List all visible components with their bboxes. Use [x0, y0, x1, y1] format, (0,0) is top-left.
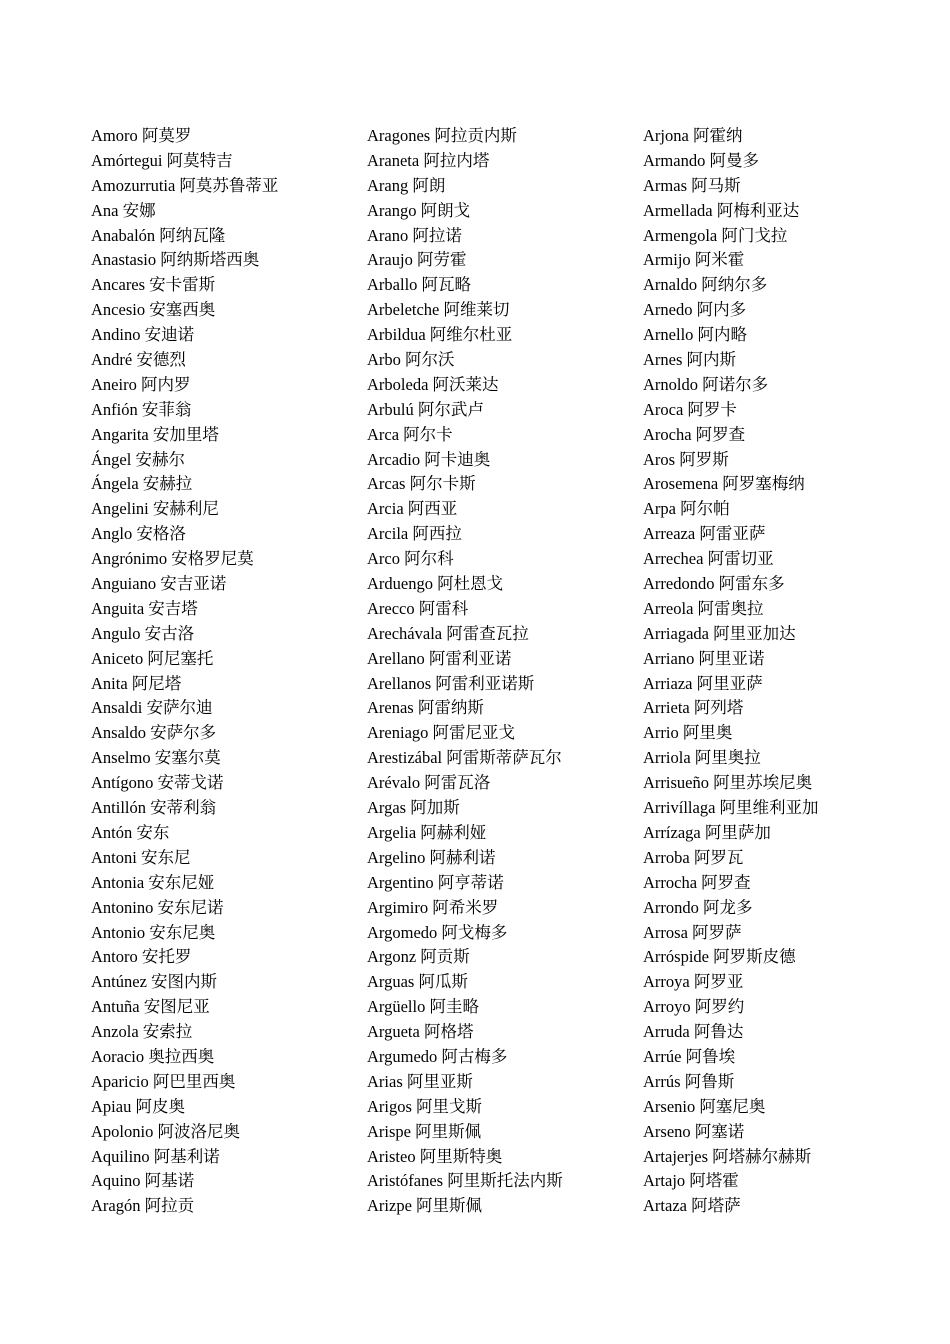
name-entry: Arango 阿朗戈	[367, 200, 471, 220]
name-entry: Arellanos 阿雷利亚诺斯	[367, 673, 535, 693]
name-entry: Arang 阿朗	[367, 175, 446, 195]
name-entry: Arbo 阿尔沃	[367, 350, 455, 370]
name-entry: Argimiro 阿希米罗	[367, 897, 499, 917]
name-column-2	[367, 124, 563, 1219]
name-entry: Anguita 安吉塔	[91, 598, 198, 618]
name-entry: Argumedo 阿古梅多	[367, 1046, 508, 1066]
name-entry: Artajo 阿塔霍	[643, 1171, 739, 1191]
name-entry: Arguas 阿瓜斯	[367, 972, 468, 992]
name-entry: Antoni 安东尼	[91, 847, 191, 867]
name-entry: Armando 阿曼多	[643, 150, 759, 170]
name-entry: Arechávala 阿雷查瓦拉	[367, 623, 529, 643]
name-entry: Arsenio 阿塞尼奥	[643, 1096, 766, 1116]
name-entry: Arellano 阿雷利亚诺	[367, 648, 512, 668]
name-entry: Arnaldo 阿纳尔多	[643, 275, 768, 295]
name-entry: Argas 阿加斯	[367, 798, 460, 818]
name-entry: Antón 安东	[91, 822, 170, 842]
name-entry: Aragones 阿拉贡内斯	[367, 126, 517, 145]
name-entry: Arca 阿尔卡	[367, 424, 453, 444]
name-entry: Antonio 安东尼奥	[91, 922, 216, 942]
name-entry: Andino 安迪诺	[91, 325, 195, 345]
name-entry: Arano 阿拉诺	[367, 225, 462, 245]
name-entry: Ancares 安卡雷斯	[91, 275, 216, 295]
name-entry: André 安德烈	[91, 350, 186, 370]
name-entry: Armellada 阿梅利亚达	[643, 200, 800, 220]
name-entry: Arnedo 阿内多	[643, 300, 747, 320]
name-entry: Arcas 阿尔卡斯	[367, 474, 476, 494]
name-entry: Arrúe 阿鲁埃	[643, 1046, 736, 1066]
name-entry: Arroyo 阿罗约	[643, 997, 745, 1017]
name-entry: Artaza 阿塔萨	[643, 1196, 741, 1216]
name-entry: Armijo 阿米霍	[643, 250, 745, 270]
name-entry: Arizpe 阿里斯佩	[367, 1196, 483, 1216]
name-entry: Aneiro 阿内罗	[91, 374, 191, 394]
name-entry: Arrio 阿里奥	[643, 723, 733, 743]
name-entry: Arredondo 阿雷东多	[643, 574, 785, 594]
name-entry: Argentino 阿亨蒂诺	[367, 872, 504, 892]
name-entry: Arruda 阿鲁达	[643, 1022, 744, 1042]
name-entry: Arreola 阿雷奥拉	[643, 598, 764, 618]
name-entry: Apiau 阿皮奥	[91, 1096, 185, 1116]
name-entry: Arosemena 阿罗塞梅纳	[643, 474, 805, 494]
name-entry: Arpa 阿尔帕	[643, 499, 730, 519]
name-entry: Arco 阿尔科	[367, 549, 454, 569]
name-entry: Arrocha 阿罗查	[643, 872, 751, 892]
name-entry: Anita 阿尼塔	[91, 673, 182, 693]
name-entry: Aristeo 阿里斯特奥	[367, 1146, 503, 1166]
name-entry: Aquino 阿基诺	[91, 1171, 195, 1191]
name-entry: Arecco 阿雷科	[367, 598, 469, 618]
name-entry: Arnes 阿内斯	[643, 350, 737, 370]
name-entry: Araneta 阿拉内塔	[367, 150, 490, 170]
name-entry: Arévalo 阿雷瓦洛	[367, 773, 491, 793]
name-entry: Arispe 阿里斯佩	[367, 1121, 482, 1141]
name-entry: Arestizábal 阿雷斯蒂萨瓦尔	[367, 748, 562, 768]
name-entry: Arriagada 阿里亚加达	[643, 623, 796, 643]
name-entry: Aragón 阿拉贡	[91, 1196, 195, 1216]
name-entry: Ángel 安赫尔	[91, 449, 185, 469]
name-entry: Antúnez 安图内斯	[91, 972, 218, 992]
name-entry: Arballo 阿瓦略	[367, 275, 472, 295]
name-entry: Artajerjes 阿塔赫尔赫斯	[643, 1146, 812, 1166]
name-entry: Armas 阿马斯	[643, 175, 741, 195]
name-entry: Arrechea 阿雷切亚	[643, 549, 774, 569]
name-entry: Arrosa 阿罗萨	[643, 922, 742, 942]
name-entry: Arbulú 阿尔武卢	[367, 399, 484, 419]
name-entry: Aniceto 阿尼塞托	[91, 648, 214, 668]
name-entry: Anastasio 阿纳斯塔西奥	[91, 250, 260, 270]
name-entry: Angulo 安古洛	[91, 623, 195, 643]
name-column-3	[643, 124, 819, 1219]
name-entry: Aquilino 阿基利诺	[91, 1146, 220, 1166]
name-entry: Arenas 阿雷纳斯	[367, 698, 484, 718]
name-entry: Arbildua 阿维尔杜亚	[367, 325, 513, 345]
name-entry: Aristófanes 阿里斯托法内斯	[367, 1171, 563, 1191]
name-entry: Argelia 阿赫利娅	[367, 822, 487, 842]
name-entry: Anzola 安索拉	[91, 1022, 193, 1042]
name-entry: Arrieta 阿列塔	[643, 698, 744, 718]
name-entry: Amoro 阿莫罗	[91, 126, 192, 145]
name-entry: Amórtegui 阿莫特吉	[91, 150, 233, 170]
name-entry: Antígono 安蒂戈诺	[91, 773, 224, 793]
name-entry: Anguiano 安吉亚诺	[91, 574, 227, 594]
name-entry: Ana 安娜	[91, 200, 156, 220]
name-entry: Angrónimo 安格罗尼莫	[91, 549, 254, 569]
name-entry: Argueta 阿格塔	[367, 1022, 474, 1042]
name-entry: Arrondo 阿龙多	[643, 897, 753, 917]
name-entry: Ansaldi 安萨尔迪	[91, 698, 213, 718]
name-entry: Arcadio 阿卡迪奥	[367, 449, 491, 469]
name-entry: Arrivíllaga 阿里维利亚加	[643, 798, 819, 818]
name-entry: Arnello 阿内略	[643, 325, 748, 345]
name-entry: Aroca 阿罗卡	[643, 399, 737, 419]
name-entry: Arcia 阿西亚	[367, 499, 458, 519]
name-entry: Anglo 安格洛	[91, 524, 186, 544]
name-entry: Arrisueño 阿里苏埃尼奥	[643, 773, 813, 793]
name-entry: Araujo 阿劳霍	[367, 250, 467, 270]
name-entry: Arocha 阿罗查	[643, 424, 746, 444]
name-entry: Aparicio 阿巴里西奥	[91, 1071, 236, 1091]
name-entry: Arias 阿里亚斯	[367, 1071, 473, 1091]
name-entry: Ansaldo 安萨尔多	[91, 723, 217, 743]
name-entry: Amozurrutia 阿莫苏鲁蒂亚	[91, 175, 279, 195]
name-entry: Arriaza 阿里亚萨	[643, 673, 763, 693]
name-entry: Anselmo 安塞尔莫	[91, 748, 221, 768]
name-entry: Arroba 阿罗瓦	[643, 847, 744, 867]
name-entry: Areniago 阿雷尼亚戈	[367, 723, 516, 743]
name-entry: Armengola 阿门戈拉	[643, 225, 788, 245]
name-entry: Arseno 阿塞诺	[643, 1121, 745, 1141]
name-entry: Argomedo 阿戈梅多	[367, 922, 508, 942]
name-entry: Ancesio 安塞西奥	[91, 300, 216, 320]
name-entry: Argüello 阿圭略	[367, 997, 479, 1017]
name-entry: Arriola 阿里奥拉	[643, 748, 761, 768]
name-entry: Angarita 安加里塔	[91, 424, 219, 444]
name-entry: Arcila 阿西拉	[367, 524, 462, 544]
name-entry: Angelini 安赫利尼	[91, 499, 219, 519]
name-entry: Arreaza 阿雷亚萨	[643, 524, 766, 544]
name-entry: Argonz 阿贡斯	[367, 947, 470, 967]
name-entry: Anabalón 阿纳瓦隆	[91, 225, 226, 245]
name-entry: Arigos 阿里戈斯	[367, 1096, 483, 1116]
name-entry: Arnoldo 阿诺尔多	[643, 374, 769, 394]
name-entry: Arjona 阿霍纳	[643, 126, 743, 145]
name-entry: Arboleda 阿沃莱达	[367, 374, 499, 394]
name-entry: Anfión 安菲翁	[91, 399, 192, 419]
name-entry: Aros 阿罗斯	[643, 449, 729, 469]
name-column-1	[91, 124, 278, 1219]
name-entry: Apolonio 阿波洛尼奥	[91, 1121, 240, 1141]
name-entry: Ángela 安赫拉	[91, 474, 193, 494]
name-entry: Arriano 阿里亚诺	[643, 648, 765, 668]
name-entry: Arróspide 阿罗斯皮德	[643, 947, 796, 967]
name-entry: Antillón 安蒂利翁	[91, 798, 217, 818]
name-entry: Antoro 安托罗	[91, 947, 192, 967]
name-entry: Antonino 安东尼诺	[91, 897, 224, 917]
name-entry: Arroya 阿罗亚	[643, 972, 744, 992]
name-entry: Arrízaga 阿里萨加	[643, 822, 771, 842]
name-entry: Arbeletche 阿维莱切	[367, 300, 510, 320]
name-entry: Aoracio 奥拉西奥	[91, 1046, 215, 1066]
name-entry: Arrús 阿鲁斯	[643, 1071, 735, 1091]
name-entry: Antonia 安东尼娅	[91, 872, 215, 892]
name-entry: Argelino 阿赫利诺	[367, 847, 496, 867]
name-entry: Antuña 安图尼亚	[91, 997, 210, 1017]
name-entry: Arduengo 阿杜恩戈	[367, 574, 504, 594]
